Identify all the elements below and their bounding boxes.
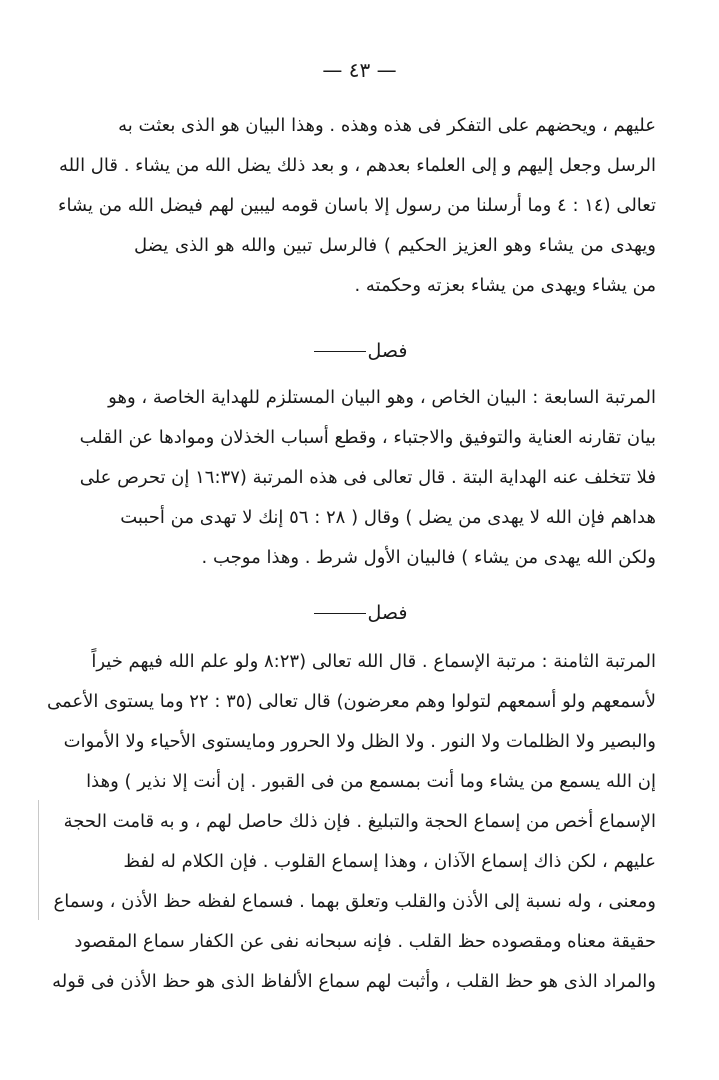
paragraph-line: ومعنى ، وله نسبة إلى الأذن والقلب وتعلق بهما . فسماع لفظه حظ الأذن ، وسماع — [53, 891, 656, 912]
paragraph-line: عليهم ، ويحضهم على التفكر فى هذه وهذه . وهذا البيان هو الذى بعثت به — [118, 115, 656, 136]
paragraph-line: حقيقة معناه ومقصوده حظ القلب . فإنه سبحانه نفى عن الكفار سماع المقصود — [74, 931, 656, 952]
section-heading — [0, 336, 719, 366]
paragraph-1 — [57, 108, 656, 308]
paragraph-3 — [46, 644, 656, 1004]
paragraph-line: إن الله يسمع من يشاء وما أنت بمسمع من فى القبور . إن أنت إلا نذير ) وهذا — [86, 771, 656, 792]
paragraph-line: الإسماع أخص من إسماع الحجة والتبليغ . فإن ذلك حاصل لهم ، و به قامت الحجة — [63, 811, 656, 832]
paragraph-line: فلا تتخلف عنه الهداية البتة . قال تعالى فى هذه المرتبة (١٦:٣٧ إن تحرص على — [79, 467, 656, 488]
paragraph-line: لأسمعهم ولو أسمعهم لتولوا وهم معرضون) قال تعالى (٣٥ : ٢٢ وما يستوى الأعمى — [46, 691, 656, 712]
paragraph-2 — [79, 380, 656, 580]
paragraph-line: والبصير ولا الظلمات ولا النور . ولا الظل ولا الحرور ومايستوى الأحياء ولا الأموات — [63, 731, 656, 752]
paragraph-line: المرتبة السابعة : البيان الخاص ، وهو البيان المستلزم للهداية الخاصة ، وهو — [108, 387, 656, 408]
paragraph-line: من يشاء ويهدى من يشاء بعزته وحكمته . — [354, 275, 656, 296]
paragraph-line: والمراد الذى هو حظ القلب ، وأثبت لهم سماع الألفاظ الذى هو حظ الأذن فى قوله — [52, 971, 656, 992]
scan-margin-mark — [38, 800, 39, 920]
section-heading-text: فصل — [367, 340, 408, 362]
paragraph-line: ولكن الله يهدى من يشاء ) فالبيان الأول شرط . وهذا موجب . — [201, 547, 656, 568]
paragraph-line: الرسل وجعل إليهم و إلى العلماء بعدهم ، و بعد ذلك يضل الله من يشاء . قال الله — [58, 155, 656, 176]
paragraph-line: هداهم فإن الله لا يهدى من يضل ) وقال ( ٢٨ : ٥٦ إنك لا تهدى من أحببت — [120, 507, 656, 528]
heading-rule — [314, 351, 366, 352]
heading-rule — [314, 613, 366, 614]
paragraph-line: ويهدى من يشاء وهو العزيز الحكيم ) فالرسل تبين والله هو الذى يضل — [134, 235, 656, 256]
paragraph-line: بيان تقارنه العناية والتوفيق والاجتباء ، وقطع أسباب الخذلان وموادها عن القلب — [79, 427, 656, 448]
page-number: — ٤٣ — — [322, 58, 397, 82]
paragraph-line: المرتبة الثامنة : مرتبة الإسماع . قال الله تعالى (٨:٢٣ ولو علم الله فيهم خيراً — [91, 651, 656, 672]
section-heading-text: فصل — [367, 602, 408, 624]
section-heading — [0, 598, 719, 628]
paragraph-line: تعالى (١٤ : ٤ وما أرسلنا من رسول إلا باسان قومه ليبين لهم فيضل الله من يشاء — [57, 195, 656, 216]
paragraph-line: عليهم ، لكن ذاك إسماع الآذان ، وهذا إسماع القلوب . فإن الكلام له لفظ — [123, 851, 656, 872]
